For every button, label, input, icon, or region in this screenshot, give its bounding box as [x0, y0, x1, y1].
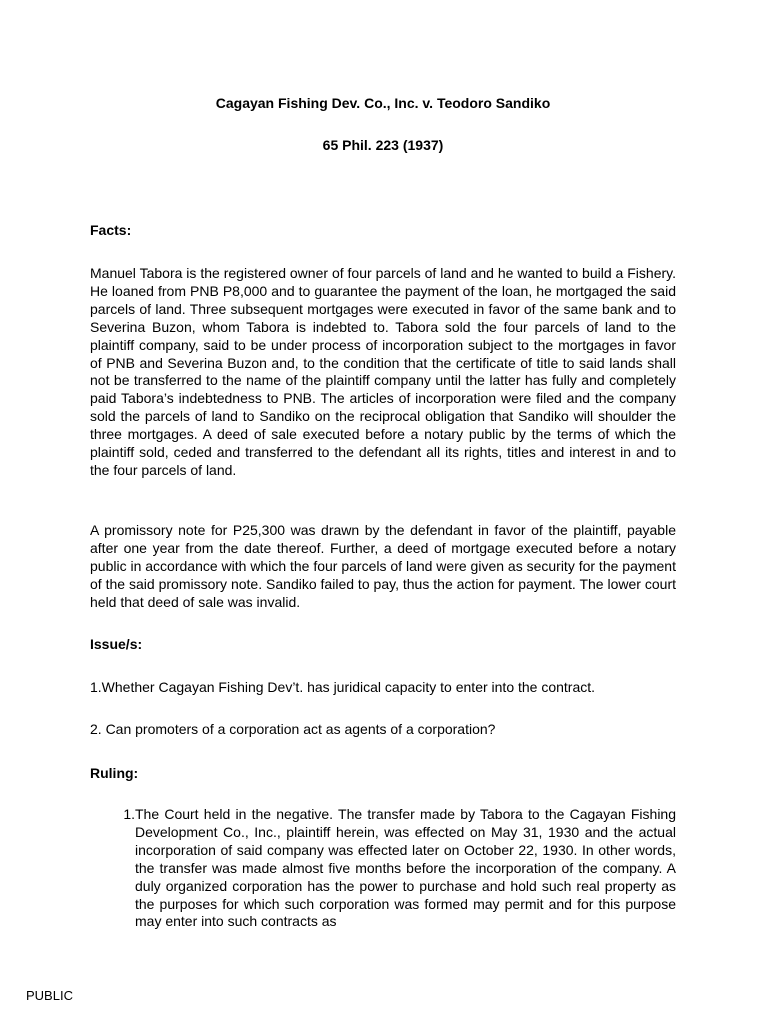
case-citation: 65 Phil. 223 (1937) — [322, 137, 444, 153]
ruling-item-text: The Court held in the negative. The transfer made by Tabora to the Cagayan Fishing Development Co., Inc., plaintiff herein, was effected on May 31, 1930 and the actual incorporation of said company was effected later on October 22, 1930. In other words, the transfer was made almost five months before the incorporation of the company. A duly organized corporation has the power to purchase and hold such real property as the purposes for which such corporation was formed may permit and for this purpose may enter into such contracts as — [135, 806, 676, 930]
facts-paragraph-2: A promissory note for P25,300 was drawn by the defendant in favor of the plaintiff, payable after one year from the date thereof. Further, a deed of mortgage executed before a notary public in accordance with which the four parcels of land were given as security for the payment of the said promissory note. Sandiko failed to pay, thus the action for payment. The lower court held that deed of sale was invalid. — [90, 522, 676, 610]
issue-item-1: 1.Whether Cagayan Fishing Dev’t. has juridical capacity to enter into the contract. — [90, 679, 596, 695]
facts-paragraph-1: Manuel Tabora is the registered owner of four parcels of land and he wanted to build a Fishery. He loaned from PNB P8,000 and to guarantee the payment of the loan, he mortgaged the said parcels of land. Three subsequent mortgages were executed in favor of the same bank and to Severina Buzon, whom Tabora is indebted to. Tabora sold the four parcels of land to the plaintiff company, said to be under process of incorporation subject to the mortgages in favor of PNB and Severina Buzon and, to the condition that the certificate of title to said lands shall not be transferred to the name of the plaintiff company until the latter has fully and completely paid Tabora’s indebtedness to PNB. The articles of incorporation were filed and the company sold the parcels of land to Sandiko on the reciprocal obligation that Sandiko will shoulder the three mortgages. A deed of sale executed before a notary public by the terms of which the plaintiff sold, ceded and transferred to the defendant all its rights, titles and interest in and to the four parcels of land. — [90, 265, 676, 478]
ruling-heading: Ruling: — [90, 765, 139, 781]
issue-item-2: 2. Can promoters of a corporation act as agents of a corporation? — [90, 721, 496, 737]
case-title: Cagayan Fishing Dev. Co., Inc. v. Teodoro Sandiko — [215, 95, 551, 111]
ruling-item-number: 1. — [123, 806, 135, 822]
footer-classification: PUBLIC — [26, 988, 73, 1003]
facts-heading: Facts: — [90, 222, 132, 238]
ruling-list — [90, 806, 676, 931]
issues-heading: Issue/s: — [90, 636, 143, 652]
ruling-item — [90, 806, 676, 931]
